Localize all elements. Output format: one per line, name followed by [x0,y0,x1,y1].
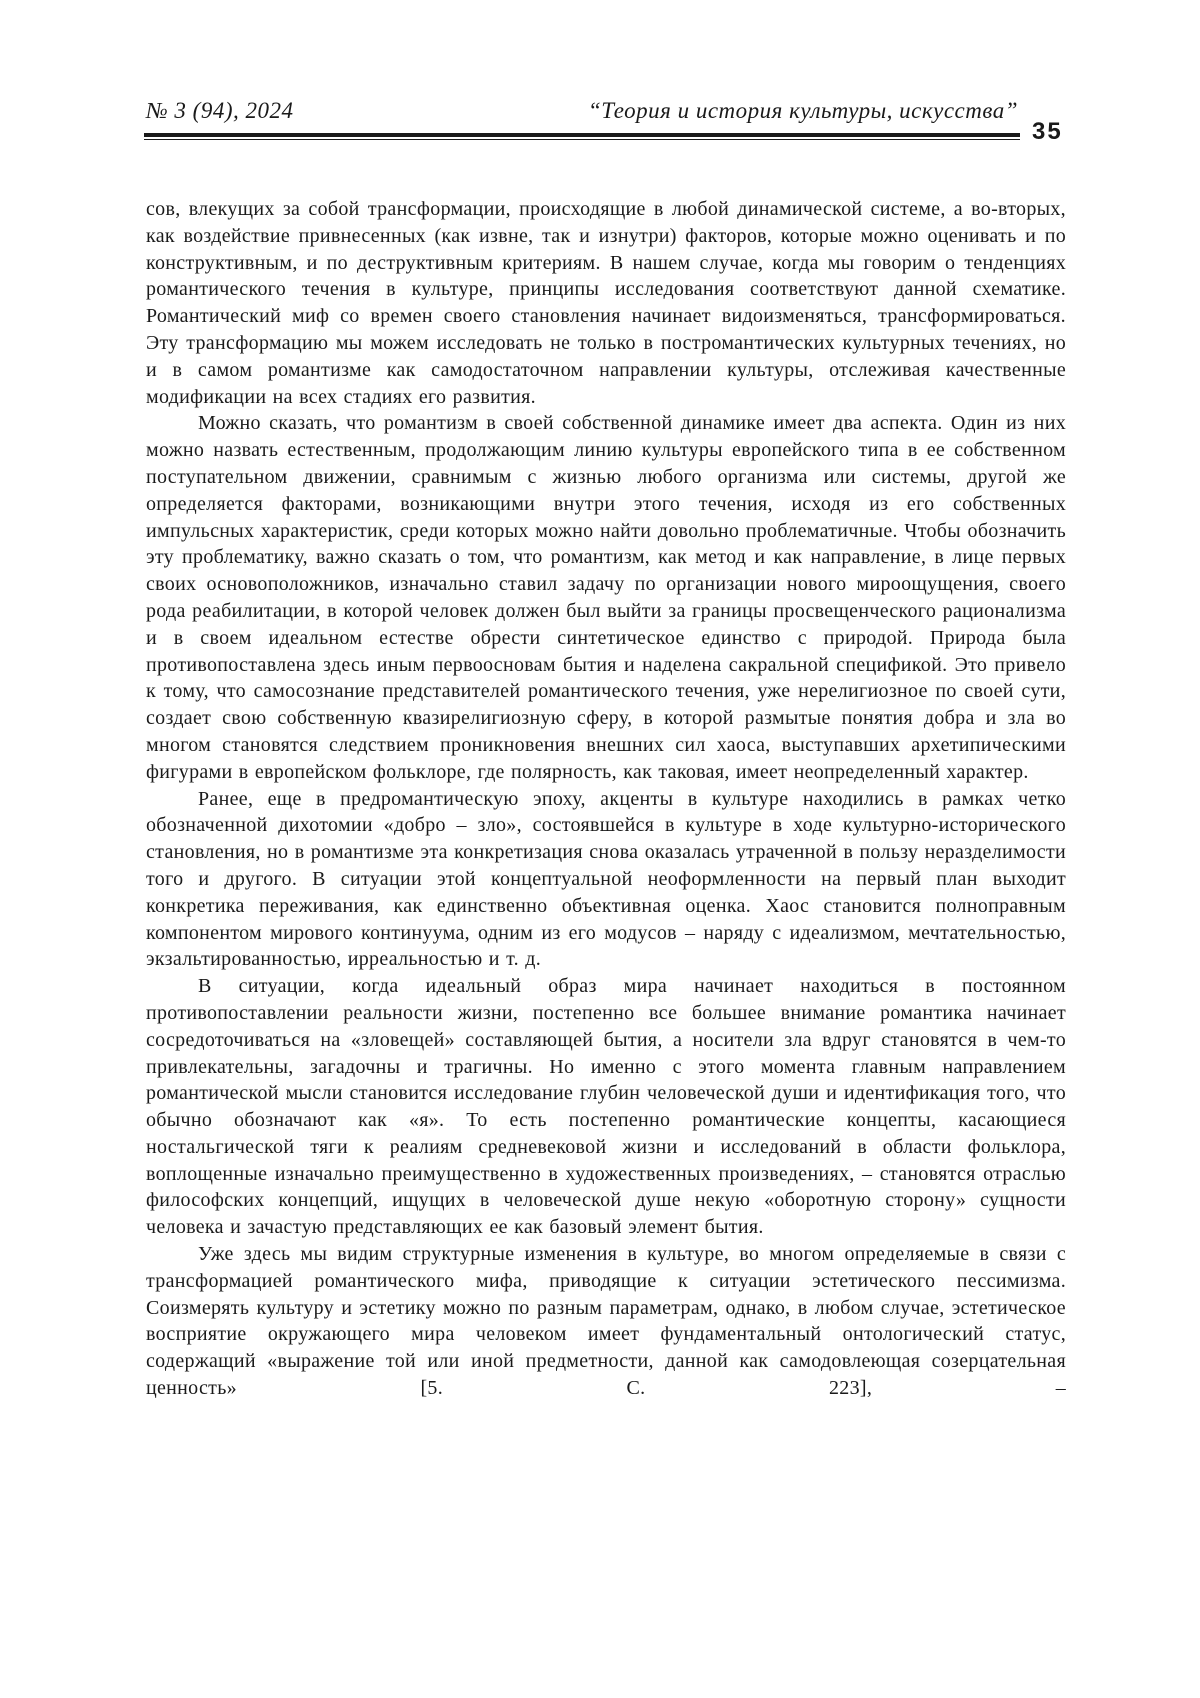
paragraph: В ситуации, когда идеальный образ мира начинает находиться в постоянном противопоставлении реальности жизни, постепенно все большее внимание романтика начинает сосредоточиваться на «зловещей» составляющей бытия, а носители зла вдруг становятся в чем-то привлекательны, загадочны и трагичны. Но именно с этого момента главным направлением романтической мысли становится исследование глубин человеческой души и идентификация того, что обычно обозначают как «я». То есть постепенно романтические концепты, касающиеся ностальгической тяги к реалиям средневековой жизни и исследований в области фольклора, воплощенные изначально преимущественно в художественных произведениях, – становятся отраслью философских концепций, ищущих в человеческой душе некую «оборотную сторону» сущности человека и зачастую представляющих ее как базовый элемент бытия. [146,973,1066,1241]
paragraph: Ранее, еще в предромантическую эпоху, акценты в культуре находились в рамках четко обозначенной дихотомии «добро – зло», состоявшейся в культуре в ходе культурно-исторического становления, но в романтизме эта конкретизация снова оказалась утраченной в пользу неразделимости того и другого. В ситуации этой концептуальной неоформленности на первый план выходит конкретика переживания, как единственно объективная оценка. Хаос становится полноправным компонентом мирового континуума, одним из его модусов – наряду с идеализмом, мечтательностью, экзальтированностью, ирреальностью и т. д. [146,786,1066,974]
issue-number: № 3 (94), 2024 [146,98,294,124]
paragraph: сов, влекущих за собой трансформации, происходящие в любой динамической системе, а во-вторых, как воздействие привнесенных (как извне, так и изнутри) факторов, которые можно оценивать и по конструктивным, и по деструктивным критериям. В нашем случае, когда мы говорим о тенденциях романтического течения в культуре, принципы исследования соответствуют данной схематике. Романтический миф со времен своего становления начинает видоизменяться, трансформироваться. Эту трансформацию мы можем исследовать не только в постромантических культурных течениях, но и в самом романтизме как самодостаточном направлении культуры, отслеживая качественные модификации на всех стадиях его развития. [146,196,1066,410]
journal-title: “Теория и история культуры, искусства” [588,98,1018,124]
header-rule-thick [144,133,1020,137]
paragraph: Можно сказать, что романтизм в своей собственной динамике имеет два аспекта. Один из них можно назвать естественным, продолжающим линию культуры европейского типа в ее собственном поступательном движении, сравнимым с жизнью любого организма или системы, другой же определяется факторами, возникающими внутри этого течения, исходя из его собственных импульсных характеристик, среди которых можно найти довольно проблематичные. Чтобы обозначить эту проблематику, важно сказать о том, что романтизм, как метод и как направление, в лице первых своих основоположников, изначально ставил задачу по организации нового мироощущения, своего рода реабилитации, в которой человек должен был выйти за границы просвещенческого рационализма и в своем идеальном естестве обрести синтетическое единство с природой. Природа была противопоставлена здесь иным первоосновам бытия и наделена сакральной спецификой. Это привело к тому, что самосознание представителей романтического течения, уже нерелигиозное по своей сути, создает свою собственную квазирелигиозную сферу, в которой размытые понятия добра и зла во многом становятся следствием проникновения внешних сил хаоса, выступавших архетипическими фигурами в европейском фольклоре, где полярность, как таковая, имеет неопределенный характер. [146,410,1066,785]
journal-page [0,0,1200,1698]
running-header [146,98,1018,130]
header-rule-thin [144,139,1020,140]
paragraph: Уже здесь мы видим структурные изменения в культуре, во многом определяемые в связи с трансформацией романтического мифа, приводящие к ситуации эстетического пессимизма. Соизмерять культуру и эстетику можно по разным параметрам, однако, в любом случае, эстетическое восприятие окружающего мира человеком имеет фундаментальный онтологический статус, содержащий «выражение той или иной предметности, данной как самодовлеющая созерцательная ценность» [5. С. 223], – [146,1241,1066,1402]
article-body [146,196,1066,1402]
page-number: 35 [1032,118,1063,146]
